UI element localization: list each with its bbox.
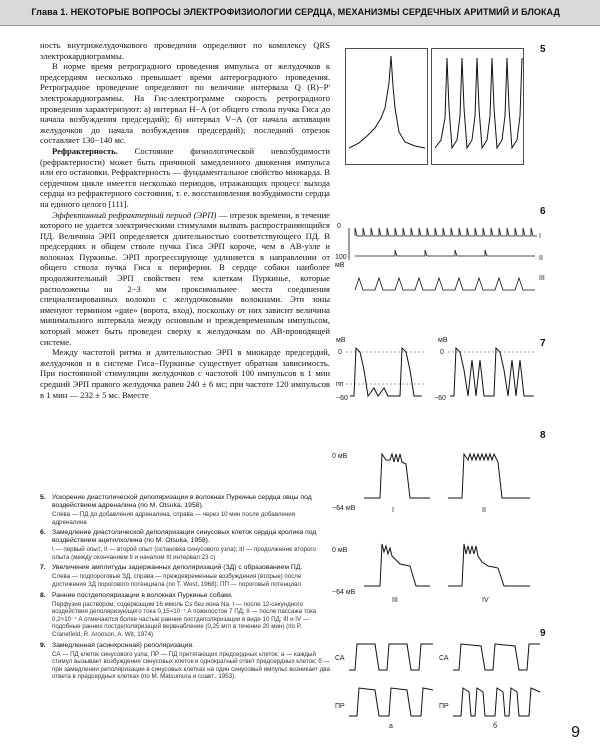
scale-100: 100 xyxy=(335,254,347,261)
early-afterdepolarization-trace xyxy=(364,454,430,498)
paragraph xyxy=(40,210,330,348)
action-potential-trace xyxy=(349,56,425,148)
figure-8-number: 8 xyxy=(540,430,546,441)
caption-title: Ускорение диастолической деполяризации в волокнах Пуркинье сердца овцы под воздействием адреналина (по M. Otsuka, 1958). xyxy=(52,494,312,509)
caption-number: 9. xyxy=(40,641,46,649)
paragraph: В норме время ретроградного проведения импульса от желудочков к предсердиям несколько превышает время антероградного проведения. Ретроградное проведение определяют по величине интервала Q (R)−P' электрокардиограммы. На Гис-электрограмме скорость ретроградного проведения характеризуют: а) интервал H−A (от общего ствола пучка Гиса до начала возбуждения предсердий); б) интервал V−A (от начала активации желудочков до начала возбуждения предсердий); последний отрезок составляет 130−140 мс. xyxy=(40,61,330,146)
unit-label: мВ xyxy=(336,337,346,344)
sa-label: СА xyxy=(439,655,449,662)
trace-label: IV xyxy=(482,597,489,604)
minus64-label: −64 мВ xyxy=(332,589,356,596)
trace-label: III xyxy=(539,275,545,282)
scale-unit: мВ xyxy=(335,262,345,269)
caption-9 xyxy=(40,642,330,681)
running-header xyxy=(0,0,600,26)
paragraph: ность внутрижелудочкового проведения определяют по комплексу QRS электрокардиограммы. xyxy=(40,40,330,61)
sinus-node-trace xyxy=(349,644,433,670)
trace-label: I xyxy=(539,233,541,240)
body-text xyxy=(40,40,330,400)
zero-label: 0 xyxy=(338,349,342,356)
caption-desc: I — первый опыт; II — второй опыт (остановка синусового узла); III — продолжение второго опыта (между окончанием II и началом III интервал 23 с) xyxy=(52,546,316,561)
atrial-trace xyxy=(453,688,540,716)
caption-8 xyxy=(40,592,330,639)
scale-zero: 0 xyxy=(337,223,341,230)
caption-5 xyxy=(40,494,330,526)
threshold-label: пп xyxy=(336,381,344,388)
caption-number: 7. xyxy=(40,564,46,572)
panel-label: а xyxy=(389,723,393,730)
figure-captions xyxy=(40,494,330,684)
caption-title: Ранние постдеполяризации в волокнах Пуркинье собаки. xyxy=(52,591,233,599)
zero-label: 0 мВ xyxy=(332,547,348,554)
action-potential-trace xyxy=(435,58,522,148)
trace-label: II xyxy=(482,507,486,514)
figure-6-number: 6 xyxy=(540,206,546,217)
trace-I xyxy=(355,228,537,236)
section-heading: Рефрактерность. xyxy=(52,145,118,156)
figure-frame xyxy=(346,49,428,165)
trace-II xyxy=(355,250,535,256)
trace-label: III xyxy=(392,597,398,604)
delayed-depolarization-trace xyxy=(350,348,422,396)
pr-label: ПР xyxy=(439,703,449,710)
caption-desc: Перфузия раствором, содержащим 16 ммоль Cs без иона Na. I — после 12-секундного воздействия деполяризующего тока 0,15×10⁻⁷ А пожилостое 7 ПД; II — после пассажа тока 0,2×10⁻⁷ А отмечаются более частые ранние постдеполяризации в виде 10 ПД; III и IV — подобные ранних постдеполяризаций вервнабление (0,25 мгл в течение 20 мин) (по P. Cranefield, R. Aronson, A. Wit, 1974) xyxy=(52,600,317,638)
caption-number: 5. xyxy=(40,494,46,501)
figure-9-number: 9 xyxy=(540,628,546,639)
panel-label: б xyxy=(493,723,498,730)
term: Эффективный рефрактерный период (ЭРП) xyxy=(52,209,217,220)
figure-6-traces xyxy=(335,218,550,300)
minus60-label: −60 xyxy=(434,395,446,402)
zero-label: 0 мВ xyxy=(332,453,348,460)
figure-7-traces xyxy=(330,330,540,405)
trace-label: II xyxy=(539,255,543,262)
figure-8-top xyxy=(330,436,540,516)
caption-title: Замедленная (асинхронная) реполяризация. xyxy=(52,641,195,649)
pr-label: ПР xyxy=(335,703,345,710)
caption-7 xyxy=(40,564,330,588)
atrial-trace xyxy=(349,688,433,716)
caption-title: Замедление диастолической деполяризации синусовых клеток сердца кролика под воздействием ацетилхолина (по M. Otsuka, 1958). xyxy=(52,529,317,545)
figure-8-bottom xyxy=(330,530,540,610)
minus64-label: −64 мВ xyxy=(332,505,356,512)
trace-label: I xyxy=(392,507,394,514)
paragraph xyxy=(40,146,330,210)
caption-desc: СА — ПД клеток синусового узла; ПР — ПД притягающих предсердных клеток; а — каждый стимул вызывает возбуждение синусовых клеток и однократный ответ предсердных клеток; б — при замедлении реполяризации в синусовых клетках на один синусовый импульс возникает два ответа в предсердных клетках (по M. Matsumura и соавт., 1953). xyxy=(52,650,330,681)
early-afterdepolarization-trace xyxy=(448,544,530,586)
chapter-title: Глава 1. НЕКОТОРЫЕ ВОПРОСЫ ЭЛЕКТРОФИЗИОЛОГИИ СЕРДЦА, МЕХАНИЗМЫ СЕРДЕЧНЫХ АРИТМИЙ И БЛОКАД xyxy=(31,7,560,17)
caption-desc: Слева — подпороговые ЗД, справа — преждевременные возбуждения (вторые) после достижения ЗД порогового потенциала (по T. West, 1968); ПП — пороговый потенциал xyxy=(52,573,302,588)
zero-label: 0 xyxy=(440,349,444,356)
sa-label: СА xyxy=(335,655,345,662)
figure-5-traces xyxy=(345,48,525,166)
delayed-depolarization-trace xyxy=(450,348,534,396)
caption-title: Увеличение амплитуды задержанных деполяризаций (ЗД) с образованием ПД. xyxy=(52,564,303,572)
caption-number: 6. xyxy=(40,529,46,537)
caption-number: 8. xyxy=(40,591,46,599)
figure-7-number: 7 xyxy=(540,338,546,349)
caption-6 xyxy=(40,529,330,561)
trace-III xyxy=(355,278,535,290)
paragraph-text: Состояние физиологической невозбудимости (рефрактерности) может быть причиной замедленного движения импульса или его остановки. Рефрактерность — фундаментальное свойство миокарда. В сердечном цикле имеется несколько периодов, отражающих процесс выхода сердца из рефрактерного состояния, т. е. восстановления возбудимости сердца на единого целого [111]. xyxy=(40,145,330,209)
unit-label: мВ xyxy=(438,337,448,344)
early-afterdepolarization-trace xyxy=(364,544,430,586)
page-number: 9 xyxy=(571,724,580,741)
sinus-node-trace xyxy=(453,644,540,670)
minus60-label: −60 xyxy=(336,395,348,402)
figure-9-traces xyxy=(335,630,545,730)
paragraph-text: — отрезок времени, в течение которого не удается электрическими стимулами вызвать распространяющийся ПД. Величина ЭРП определяется длительностью соответствующего ПД. В предсердиях и общем стволе пучка Гиса ЭРП короче, чем в АВ-узле и волокнах Пуркинье. ЭРП прогрессирующе удлиняется в направлении от общего ствола пучка Гиса к периферии. В сердце собаки наиболее продолжительный ЭРП свойствен тем клеткам Пуркинье, которые расположены на 2−3 мм проксимальнее места соединения специализированных волокон с желудочковыми волокнами. Эти зоны именуют термином «gate» (ворота, вход), поскольку от них зависит величина минимального интервала между основным и преждевременным импульсом, который может быть проведен сверху к желудочкам по АВ-проводящей системе. xyxy=(40,209,330,347)
figure-5-number: 5 xyxy=(540,44,546,55)
paragraph: Между частотой ритма и длительностью ЭРП в миокарде предсердий, желудочков и в системе Гиса−Пуркинье существует обратная зависимость. При постоянной стимуляции желудочков с частотой 100 импульсов в 1 мин средний ЭРП правого желудочка равен 240 ± 6 мс; при частоте 120 импульсов в 1 мин — 232 ± 5 мс. Вместе xyxy=(40,347,330,400)
early-afterdepolarization-trace xyxy=(448,454,530,498)
caption-desc: Слева — ПД до добавления адреналина, справа — через 10 мин после добавления адреналина xyxy=(52,511,296,526)
